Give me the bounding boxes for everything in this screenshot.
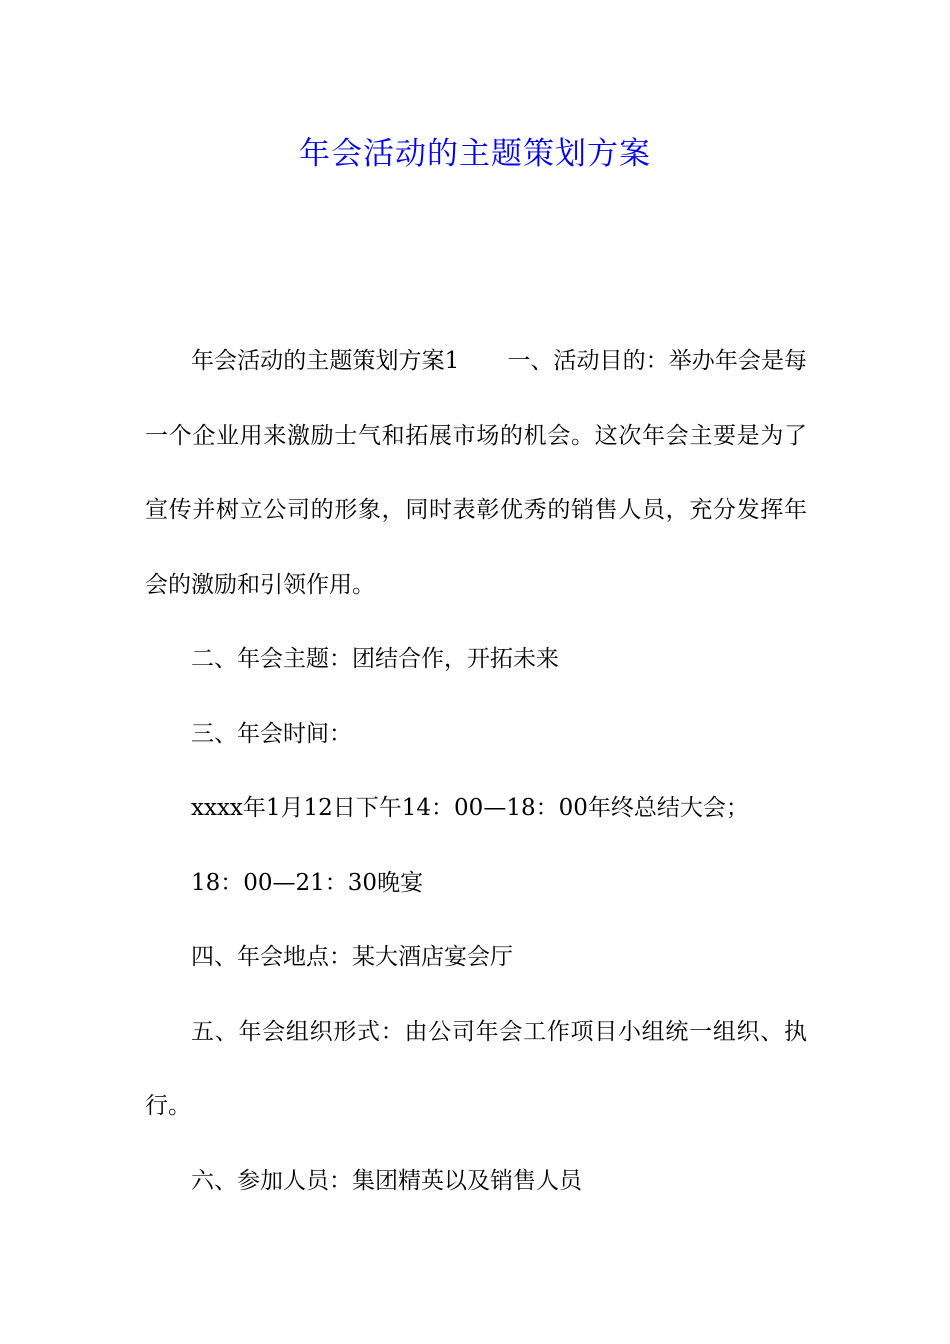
paragraph-theme: 二、年会主题：团结合作，开拓未来 [191, 646, 559, 672]
paragraph-purpose-text: 一、活动目的：举办年会是每一个企业用来激励士气和拓展市场的机会。这次年会主要是为了宣传并树立公司的形象，同时表彰优秀的销售人员，充分发挥年会的激励和引领作用。 [145, 348, 808, 598]
document-title: 年会活动的主题策划方案 [299, 136, 651, 172]
document-body [145, 324, 807, 1218]
paragraph-time-heading: 三、年会时间： [191, 720, 352, 747]
paragraph-time-banquet: 18：00—21：30晚宴 [191, 869, 424, 896]
paragraph-time-meeting: xxxx年1月12日下午14：00—18：00年终总结大会； [191, 795, 749, 821]
paragraph-location: 四、年会地点：某大酒店宴会厅 [191, 944, 513, 970]
paragraph-purpose [145, 324, 807, 622]
section-lead-title: 年会活动的主题策划方案1 [191, 348, 460, 374]
paragraph-organization: 五、年会组织形式：由公司年会工作项目小组统一组织、执行。 [145, 1018, 807, 1119]
paragraph-participants: 六、参加人员：集团精英以及销售人员 [191, 1167, 582, 1194]
